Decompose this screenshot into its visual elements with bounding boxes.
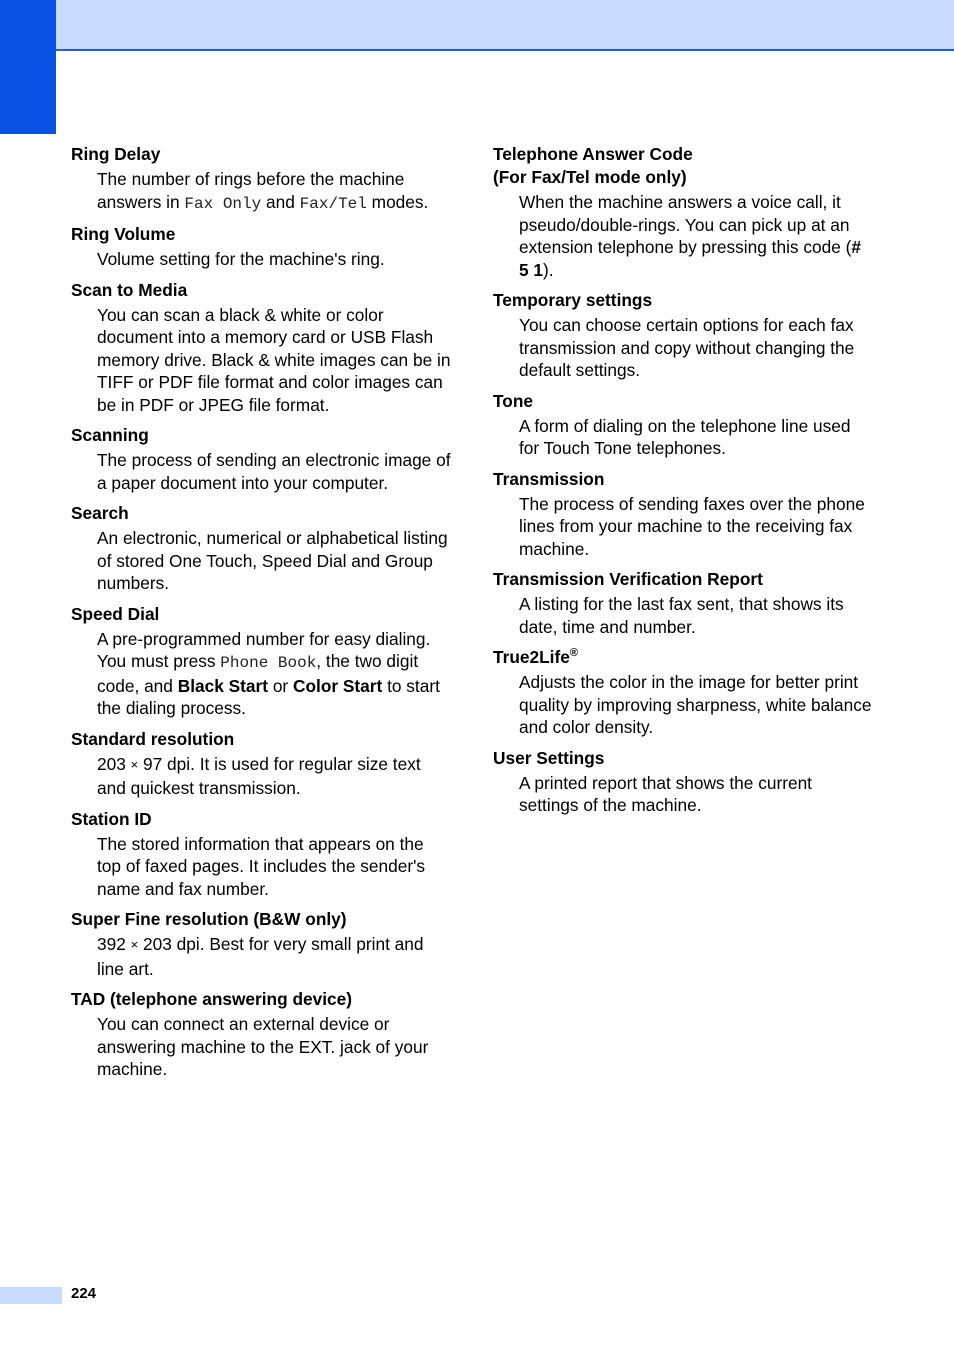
multiply-sign: × xyxy=(130,756,139,772)
glossary-entry-scanning xyxy=(71,424,451,494)
glossary-term: User Settings xyxy=(493,747,605,768)
glossary-definition: 392 × 203 dpi. Best for very small print and line art. xyxy=(97,934,424,979)
glossary-term: Scanning xyxy=(71,425,149,445)
glossary-definition: A listing for the last fax sent, that shows its date, time and number. xyxy=(519,594,844,637)
key-name: Fax/Tel xyxy=(299,194,367,213)
glossary-definition: You can scan a black & white or color document into a memory card or USB Flash memory drive. Black & white images can be in TIFF or PDF file format and color images can be in PDF or JPEG file format. xyxy=(97,304,451,415)
glossary-entry-tad-telephone-answering-device xyxy=(71,988,451,1081)
page-number-tab xyxy=(0,1287,62,1304)
glossary-definition: An electronic, numerical or alphabetical listing of stored One Touch, Speed Dial and Group numbers. xyxy=(97,528,448,593)
glossary-term: Ring Delay xyxy=(71,144,161,164)
glossary-definition: A printed report that shows the current settings of the machine. xyxy=(519,772,812,815)
glossary-definition: Volume setting for the machine's ring. xyxy=(97,249,385,269)
glossary-term: Scan to Media xyxy=(71,279,188,300)
glossary-term: Transmission Verification Report xyxy=(493,569,763,589)
page-number: 224 xyxy=(71,1285,97,1302)
glossary-term: Super Fine resolution (B&W only) xyxy=(71,909,347,929)
glossary-definition: The number of rings before the machine answers in Fax Only and Fax/Tel modes. xyxy=(97,169,429,213)
glossary-entry-temporary-settings xyxy=(493,289,873,382)
chapter-tab xyxy=(0,0,56,134)
glossary-definition: A pre-programmed number for easy dialing. You must press Phone Book, the two digit code, and Black Start or Color Start to start the dialing process. xyxy=(97,628,440,718)
glossary-term: Transmission xyxy=(493,468,605,489)
multiply-sign: × xyxy=(130,937,139,952)
glossary-definition: The process of sending an electronic image of a paper document into your computer. xyxy=(97,450,451,493)
glossary-term: Speed Dial xyxy=(71,603,160,624)
glossary-term: Station ID xyxy=(71,808,152,829)
glossary-entry-station-id xyxy=(71,808,451,901)
key-name: Phone Book xyxy=(220,654,317,672)
glossary-entry-transmission-verification-report xyxy=(493,568,873,638)
glossary-definition: The stored information that appears on the top of faxed pages. It includes the sender's name and fax number. xyxy=(97,833,426,899)
glossary-entry-telephone-answer-code xyxy=(493,143,873,281)
glossary-entry-tone xyxy=(493,390,873,460)
header-band xyxy=(0,0,954,51)
glossary-term: Search xyxy=(71,503,129,523)
glossary-term: Ring Volume xyxy=(71,224,176,244)
glossary-definition: When the machine answers a voice call, it pseudo/double-rings. You can pick up at an extension telephone by pressing this code (# 5 1). xyxy=(519,192,862,280)
bold-key-name: Color Start xyxy=(292,675,383,696)
glossary-definition: You can connect an external device or answering machine to the EXT. jack of your machine. xyxy=(97,1014,429,1079)
bold-key-name: # 5 1 xyxy=(519,237,862,280)
glossary-entry-standard-resolution xyxy=(71,728,451,800)
glossary-entry-ring-volume xyxy=(71,223,451,271)
glossary-term: True2Life® xyxy=(493,647,578,667)
glossary-entry-user-settings xyxy=(493,747,873,817)
glossary-column-left xyxy=(71,143,451,1089)
glossary-term: Temporary settings xyxy=(493,290,653,310)
registered-mark: ® xyxy=(569,647,578,660)
glossary-entry-super-fine-resolution-b-w-only xyxy=(71,908,451,980)
glossary-definition: 203 × 97 dpi. It is used for regular size text and quickest transmission. xyxy=(97,753,421,798)
glossary-entry-speed-dial xyxy=(71,603,451,720)
glossary-definition: Adjusts the color in the image for better print quality by improving sharpness, white balance and color density. xyxy=(519,672,872,737)
key-name: Fax Only xyxy=(184,194,262,213)
glossary-definition: The process of sending faxes over the phone lines from your machine to the receiving fax machine. xyxy=(519,493,865,559)
glossary-term: Standard resolution xyxy=(71,728,235,749)
glossary-term: Telephone Answer Code (For Fax/Tel mode only) xyxy=(493,144,693,187)
glossary-term: Tone xyxy=(493,390,533,411)
glossary-definition: A form of dialing on the telephone line used for Touch Tone telephones. xyxy=(519,415,851,458)
glossary-entry-true2life xyxy=(493,646,873,739)
bold-key-name: Black Start xyxy=(177,675,269,696)
glossary-column-right xyxy=(493,143,873,825)
glossary-term: TAD (telephone answering device) xyxy=(71,989,353,1009)
glossary-entry-ring-delay xyxy=(71,143,451,215)
glossary-entry-scan-to-media xyxy=(71,279,451,417)
glossary-entry-transmission xyxy=(493,468,873,561)
glossary-definition: You can choose certain options for each fax transmission and copy without changing the default settings. xyxy=(519,315,855,380)
glossary-entry-search xyxy=(71,502,451,595)
